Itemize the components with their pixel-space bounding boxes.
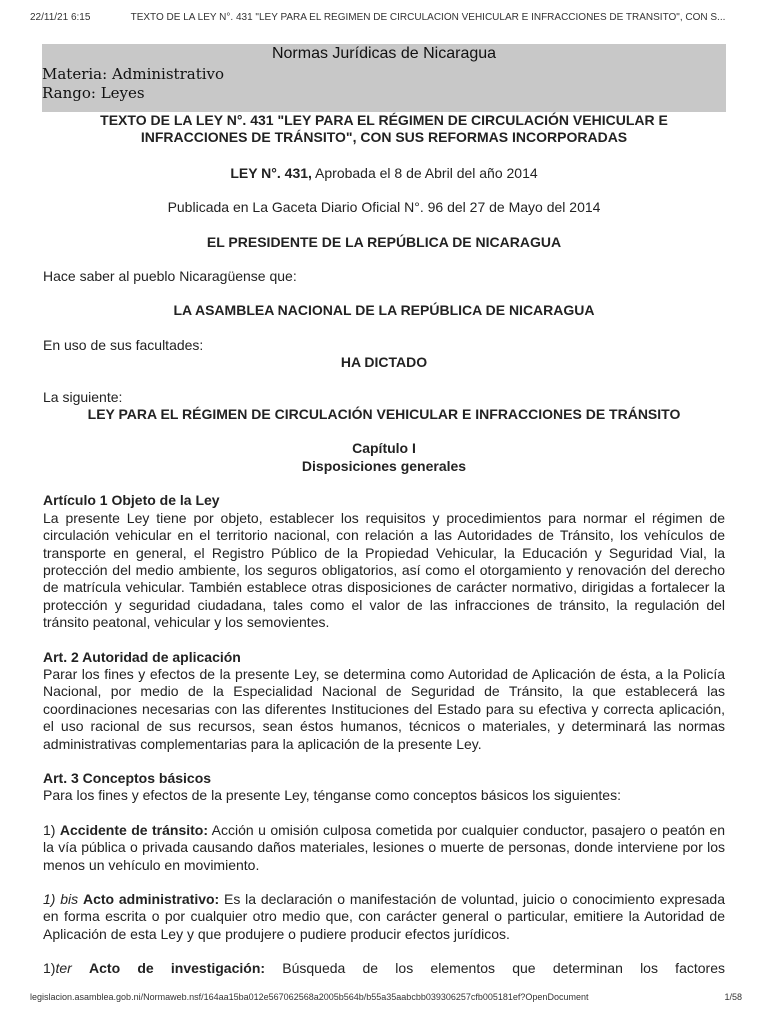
print-header <box>30 12 748 23</box>
article-3-title: Art. 3 Conceptos básicos <box>43 769 212 786</box>
definition-1-bis-term: Acto administrativo: <box>82 891 220 907</box>
definition-1 <box>43 822 725 874</box>
chapter-title: Disposiciones generales <box>301 457 467 474</box>
definition-1-term: Accidente de tránsito: <box>59 821 208 838</box>
definition-1-bis <box>43 891 725 943</box>
definition-1-bis-number: 1) bis <box>43 891 83 907</box>
law-name-heading: LEY PARA EL RÉGIMEN DE CIRCULACIÓN VEHICULAR E INFRACCIONES DE TRÁNSITO <box>87 406 681 423</box>
print-footer <box>30 992 742 1002</box>
print-datetime: 22/11/21 6:15 <box>30 12 91 23</box>
site-banner <box>42 44 726 112</box>
definition-1-ter-text: Búsqueda de los elementos que determinan los factores <box>265 960 725 977</box>
article-2-text: Parar los fines y efectos de la presente Ley, se determina como Autoridad de Aplicación de ésta, a la Policía Nacional, por medio de la Especialidad Nacional de Seguridad de Tránsito, la que establecerá las coordinaciones necesarias con las diferentes Instituciones del Estado para su efectiva y correcta aplicación, el uso racional de sus recursos, sean éstos humanos, técnicos o materiales, y determinará las normas administrativas complementarias para la aplicación de la presente Ley. <box>43 665 725 752</box>
asamblea-heading: LA ASAMBLEA NACIONAL DE LA REPÚBLICA DE NICARAGUA <box>173 302 595 319</box>
definition-1-text: Acción u omisión culposa cometida por cualquier conductor, pasajero o peatón en la vía pública o privada causando daños materiales, lesiones o muerte de personas, donde interviene por los menos un vehículo en movimiento. <box>43 821 726 873</box>
chapter-number: Capítulo I <box>352 440 416 457</box>
law-title <box>43 112 725 147</box>
ley-line <box>43 165 725 182</box>
page-url: legislacion.asamblea.gob.ni/Normaweb.nsf/164aa15ba012e567062568a2005b564b/b55a35aabcbb039306257cfb005181ef?OpenDocument <box>30 992 589 1002</box>
site-title: Normas Jurídicas de Nicaragua <box>271 45 497 62</box>
article-1-title: Artículo 1 Objeto de la Ley <box>43 492 220 509</box>
print-title: TEXTO DE LA LEY N°. 431 "LEY PARA EL RÉGIMEN DE CIRCULACIÓN VEHICULAR E INFRACCIONES DE TRÁNSITO", CON S... <box>130 12 726 23</box>
page-number: 1/58 <box>724 992 742 1002</box>
publication-line: Publicada en La Gaceta Diario Oficial N°. 96 del 27 de Mayo del 2014 <box>167 199 601 216</box>
definition-1-bis-text: Es la declaración o manifestación de voluntad, juicio o conocimiento expresada en forma escrita o por cualquier otro medio que, con carácter general o particular, emitiere la Autoridad de Aplicación de esta Ley y que produjere o pudiere producir efectos jurídicos. <box>43 891 725 942</box>
document-body <box>43 112 725 978</box>
definition-1-ter-number: 1) <box>43 960 56 977</box>
ley-number: LEY N°. 431, <box>230 164 312 181</box>
definition-1-ter-term: Acto de investigación: <box>89 960 266 977</box>
article-3-intro: Para los fines y efectos de la presente Ley, ténganse como conceptos básicos los siguientes: <box>43 787 621 804</box>
ha-dictado: HA DICTADO <box>340 354 428 371</box>
article-1-text: La presente Ley tiene por objeto, establecer los requisitos y procedimientos para normar el régimen de circulación vehicular en el territorio nacional, con relación a las Autoridades de Tránsito, los vehículos de transporte en general, el Registro Público de la Propiedad Vehicular, la Educación y Seguridad Vial, la protección del medio ambiente, los seguros obligatorios, así como el otorgamiento y renovación del derecho de matrícula vehicular. También establece otras disposiciones de carácter normativo, dirigidas a fortalecer la protección y seguridad ciudadana, tales como el valor de las infracciones de tránsito, la regulación del tránsito peatonal, vehicular y los semovientes. <box>43 509 725 631</box>
ley-approval: Aprobada el 8 de Abril del año 2014 <box>311 164 538 181</box>
hace-saber: Hace saber al pueblo Nicaragüense que: <box>43 268 297 285</box>
law-title-line2: INFRACCIONES DE TRÁNSITO", CON SUS REFORMAS INCORPORADAS <box>140 129 628 146</box>
definition-1-ter <box>43 960 725 977</box>
la-siguiente: La siguiente: <box>43 388 123 405</box>
en-uso: En uso de sus facultades: <box>43 336 204 353</box>
definition-1-number: 1) <box>43 821 60 838</box>
president-heading: EL PRESIDENTE DE LA REPÚBLICA DE NICARAGUA <box>206 233 562 250</box>
rango-label: Rango: Leyes <box>42 84 145 102</box>
definition-1-ter-suffix: ter <box>55 960 72 977</box>
law-title-line1: TEXTO DE LA LEY N°. 431 "LEY PARA EL RÉGIMEN DE CIRCULACIÓN VEHICULAR E <box>100 112 668 128</box>
article-2-title: Art. 2 Autoridad de aplicación <box>43 648 241 665</box>
materia-label: Materia: Administrativo <box>42 65 225 83</box>
